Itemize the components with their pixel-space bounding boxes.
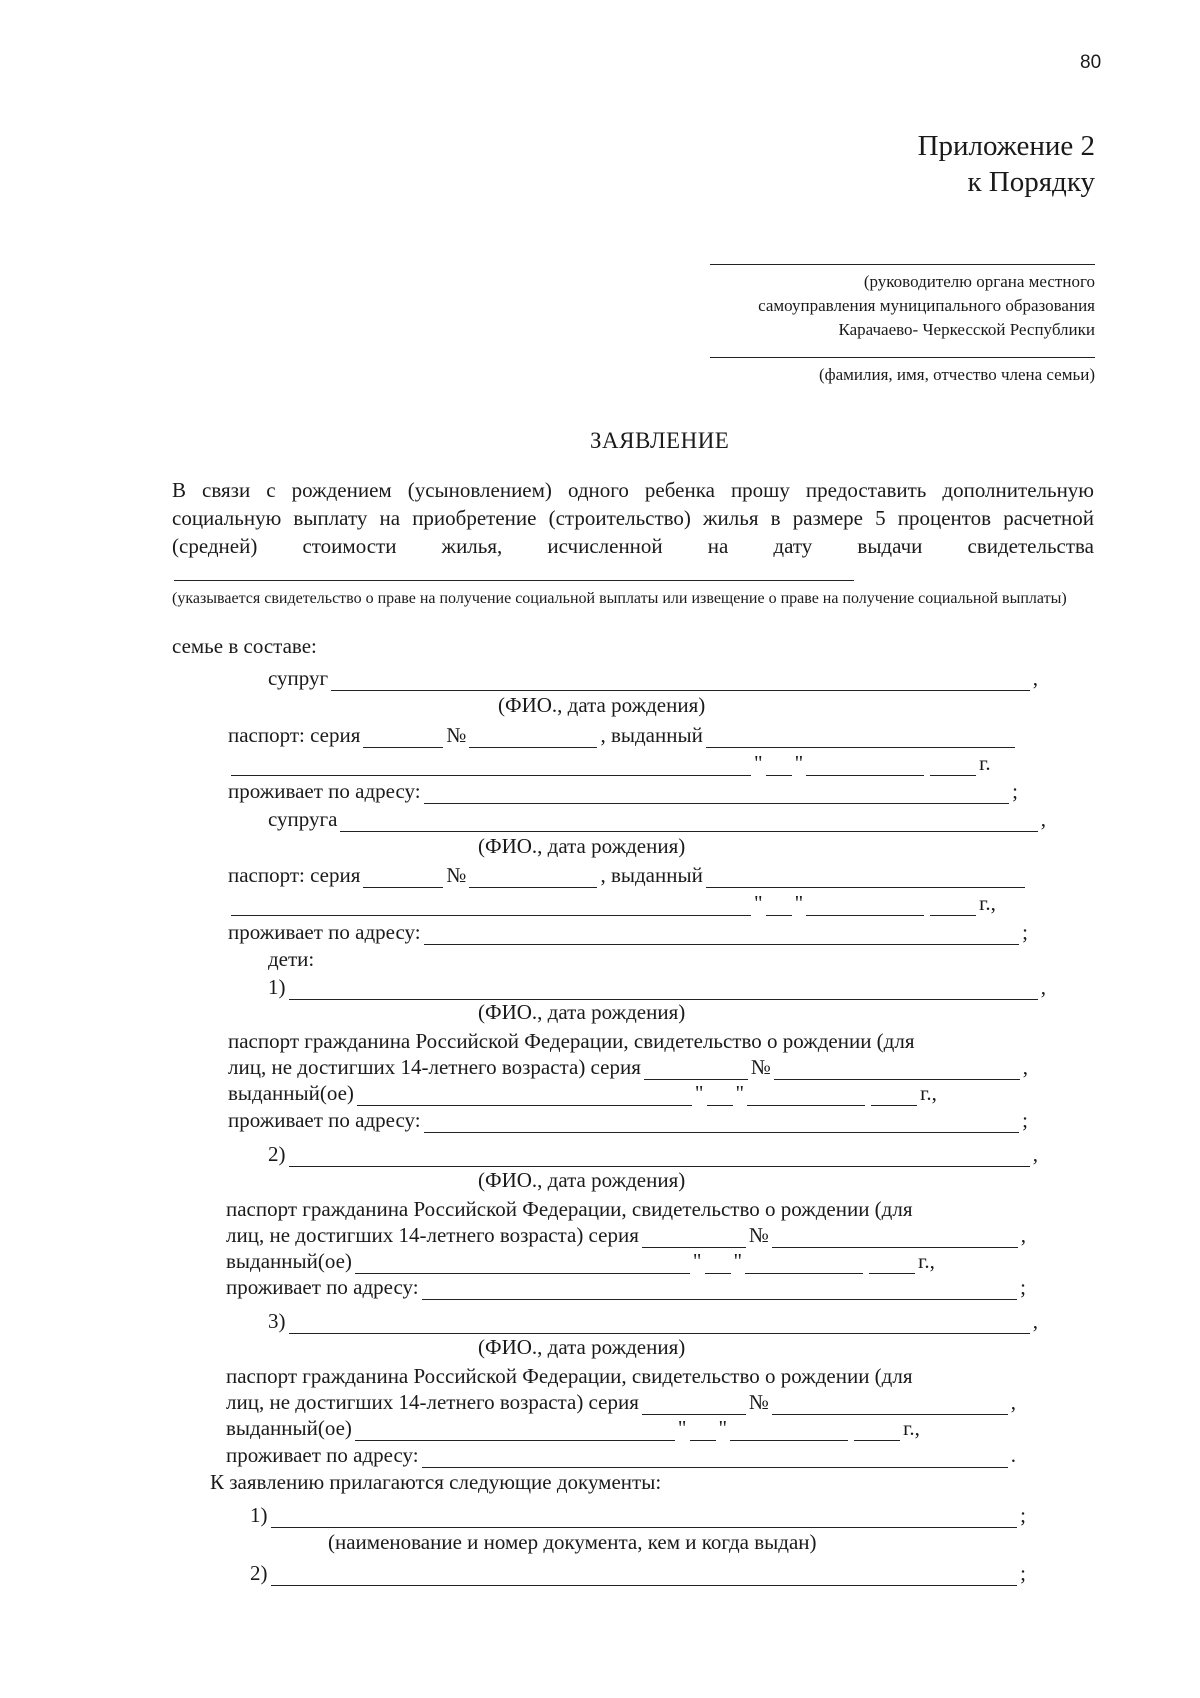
spouse-f-series-blank[interactable] — [363, 869, 443, 888]
issued-oe-label: выданный(ое) — [226, 1249, 352, 1273]
page-number: 80 — [1080, 52, 1102, 73]
spouse-f-label: супруга — [268, 807, 338, 831]
semicolon: ; — [1012, 779, 1018, 803]
child-3-address-blank[interactable] — [422, 1449, 1008, 1468]
child-2-address-blank[interactable] — [422, 1281, 1018, 1300]
number-sign: № — [446, 723, 467, 747]
quote-mark: " — [692, 1249, 702, 1273]
passport-series-label: паспорт: серия — [228, 863, 361, 887]
spouse-f-year-blank[interactable] — [930, 897, 976, 916]
comma: , — [1022, 1055, 1028, 1079]
period: . — [1010, 1443, 1016, 1467]
spouse-m-issued-date-row — [228, 748, 1018, 776]
child-3-series-row — [226, 1387, 1016, 1415]
child-3-doc-line-1: паспорт гражданина Российской Федерации, свидетельство о рождении (для — [226, 1364, 913, 1388]
child-2-label: 2) — [268, 1142, 286, 1166]
address-label: проживает по адресу: — [226, 1275, 419, 1299]
quote-mark: " — [677, 1416, 687, 1440]
child-1-issued-row — [228, 1078, 1028, 1106]
child-3-fio-caption: (ФИО., дата рождения) — [478, 1335, 686, 1359]
children-label: дети: — [268, 947, 315, 971]
child-1-address-blank[interactable] — [424, 1114, 1020, 1133]
quote-mark: " — [794, 751, 804, 775]
applicant-caption: (фамилия, имя, отчество члена семьи) — [818, 365, 1095, 384]
family-label: семье в составе: — [172, 634, 317, 658]
certificate-note: (указывается свидетельство о праве на получение социальной выплаты или извещение о праве на получение социальной выплаты) — [172, 590, 1067, 607]
number-sign: № — [748, 1390, 769, 1414]
spouse-m-series-blank[interactable] — [363, 729, 443, 748]
spouse-f-issued-date-row — [228, 888, 1028, 916]
document-title: ЗАЯВЛЕНИЕ — [590, 428, 730, 453]
child-1-row — [268, 972, 1046, 1000]
child-1-month-blank[interactable] — [747, 1087, 865, 1106]
child-2-issued-row — [226, 1246, 1026, 1274]
spouse-m-fio-blank[interactable] — [331, 672, 1030, 691]
comma: , — [1032, 666, 1038, 690]
quote-mark: " — [794, 891, 804, 915]
year-label: г., — [918, 1249, 935, 1273]
applicant-blank[interactable] — [710, 357, 1095, 358]
spouse-m-issued-blank[interactable] — [706, 729, 1015, 748]
intro-paragraph — [172, 476, 1094, 588]
semicolon: ; — [1022, 1108, 1028, 1132]
child-2-series-row — [226, 1220, 1026, 1248]
recipient-caption-line-2: самоуправления муниципального образования — [758, 296, 1095, 315]
quote-mark: " — [754, 891, 763, 915]
comma: , — [1020, 1223, 1026, 1247]
spouse-f-row — [268, 804, 1046, 832]
recipient-caption-line-3: Карачаево- Черкесской Республики — [838, 320, 1095, 339]
number-sign: № — [446, 863, 467, 887]
address-label: проживает по адресу: — [228, 920, 421, 944]
spouse-m-address-row — [228, 776, 1018, 804]
address-label: проживает по адресу: — [228, 779, 421, 803]
child-3-issued-row — [226, 1413, 1016, 1441]
quote-mark: " — [718, 1416, 728, 1440]
spouse-m-year-blank[interactable] — [930, 757, 976, 776]
spouse-m-fio-caption: (ФИО., дата рождения) — [498, 693, 706, 717]
attachment-caption: (наименование и номер документа, кем и когда выдан) — [328, 1530, 817, 1554]
comma: , — [1032, 1142, 1038, 1166]
child-1-doc-line-1: паспорт гражданина Российской Федерации, свидетельство о рождении (для — [228, 1029, 915, 1053]
child-1-fio-caption: (ФИО., дата рождения) — [478, 1000, 686, 1024]
child-series-label: лиц, не достигших 14-летнего возраста) серия — [228, 1055, 641, 1079]
attachment-2-label: 2) — [250, 1561, 268, 1585]
child-3-label: 3) — [268, 1309, 286, 1333]
child-series-label: лиц, не достигших 14-летнего возраста) серия — [226, 1223, 639, 1247]
issued-label: , выданный — [600, 863, 703, 887]
semicolon: ; — [1022, 920, 1028, 944]
child-3-fio-blank[interactable] — [289, 1315, 1030, 1334]
spouse-f-passport-row — [228, 860, 1028, 888]
spouse-f-number-blank[interactable] — [469, 869, 597, 888]
child-3-year-blank[interactable] — [854, 1422, 900, 1441]
spouse-m-month-blank[interactable] — [806, 757, 924, 776]
spouse-f-issued-blank[interactable] — [706, 869, 1025, 888]
appendix-line-2: к Порядку — [967, 166, 1095, 198]
attachment-1-row — [250, 1500, 1026, 1528]
child-1-year-blank[interactable] — [871, 1087, 917, 1106]
spouse-f-issuer-blank[interactable] — [231, 897, 751, 916]
year-label: г., — [920, 1081, 937, 1105]
child-1-day-blank[interactable] — [707, 1087, 733, 1106]
attachment-1-blank[interactable] — [271, 1509, 1018, 1528]
child-2-address-row — [226, 1272, 1026, 1300]
child-3-issuer-blank[interactable] — [355, 1422, 675, 1441]
quote-mark: " — [694, 1081, 704, 1105]
comma: , — [1040, 975, 1046, 999]
spouse-f-address-blank[interactable] — [424, 926, 1020, 945]
child-3-month-blank[interactable] — [730, 1422, 848, 1441]
attachment-1-label: 1) — [250, 1503, 268, 1527]
spouse-m-number-blank[interactable] — [469, 729, 597, 748]
comma: , — [1040, 807, 1046, 831]
year-label: г., — [979, 891, 996, 915]
quote-mark: " — [754, 751, 763, 775]
child-1-address-row — [228, 1105, 1028, 1133]
spouse-m-label: супруг — [268, 666, 329, 690]
child-3-address-row — [226, 1440, 1016, 1468]
spouse-f-address-row — [228, 917, 1028, 945]
issued-oe-label: выданный(ое) — [228, 1081, 354, 1105]
issued-label: , выданный — [600, 723, 703, 747]
child-2-row — [268, 1139, 1038, 1167]
comma: , — [1010, 1390, 1016, 1414]
attachment-2-blank[interactable] — [271, 1567, 1018, 1586]
number-sign: № — [748, 1223, 769, 1247]
spouse-m-row — [268, 663, 1038, 691]
child-2-doc-line-1: паспорт гражданина Российской Федерации, свидетельство о рождении (для — [226, 1197, 913, 1221]
quote-mark: " — [735, 1081, 745, 1105]
attachments-label: К заявлению прилагаются следующие документы: — [210, 1470, 662, 1494]
child-2-fio-caption: (ФИО., дата рождения) — [478, 1168, 686, 1192]
attachment-2-row — [250, 1558, 1026, 1586]
appendix-line-1: Приложение 2 — [917, 130, 1095, 162]
spouse-m-day-blank[interactable] — [766, 757, 792, 776]
intro-text: В связи с рождением (усыновлением) одного ребенка прошу предоставить дополнительную социальную выплату на приобретение (строительство) жилья в размере 5 процентов расчетной (средней) стоимости жилья, исчисленной на дату выдачи свидетельства — [172, 478, 1094, 558]
child-series-label: лиц, не достигших 14-летнего возраста) серия — [226, 1390, 639, 1414]
comma: , — [1032, 1309, 1038, 1333]
child-3-row — [268, 1306, 1038, 1334]
spouse-f-month-blank[interactable] — [806, 897, 924, 916]
spouse-m-address-blank[interactable] — [424, 785, 1010, 804]
recipient-caption-line-1: (руководителю органа местного — [863, 272, 1095, 291]
appendix-heading — [918, 128, 1095, 200]
certificate-blank[interactable] — [174, 562, 854, 581]
year-label: г. — [979, 751, 991, 775]
number-sign: № — [750, 1055, 771, 1079]
semicolon: ; — [1020, 1275, 1026, 1299]
spouse-f-day-blank[interactable] — [766, 897, 792, 916]
spouse-m-passport-row — [228, 720, 1018, 748]
issued-oe-label: выданный(ое) — [226, 1416, 352, 1440]
spouse-f-fio-caption: (ФИО., дата рождения) — [478, 834, 686, 858]
spouse-m-issuer-blank[interactable] — [231, 757, 751, 776]
semicolon: ; — [1020, 1561, 1026, 1585]
address-label: проживает по адресу: — [228, 1108, 421, 1132]
child-1-series-row — [228, 1052, 1028, 1080]
recipient-caption — [758, 270, 1095, 342]
child-1-issuer-blank[interactable] — [357, 1087, 692, 1106]
quote-mark: " — [733, 1249, 743, 1273]
passport-series-label: паспорт: серия — [228, 723, 361, 747]
address-label: проживает по адресу: — [226, 1443, 419, 1467]
semicolon: ; — [1020, 1503, 1026, 1527]
child-1-fio-blank[interactable] — [289, 981, 1038, 1000]
child-3-day-blank[interactable] — [690, 1422, 716, 1441]
child-1-label: 1) — [268, 975, 286, 999]
spouse-f-fio-blank[interactable] — [340, 813, 1037, 832]
child-2-fio-blank[interactable] — [289, 1148, 1030, 1167]
recipient-blank[interactable] — [710, 264, 1095, 265]
year-label: г., — [903, 1416, 920, 1440]
